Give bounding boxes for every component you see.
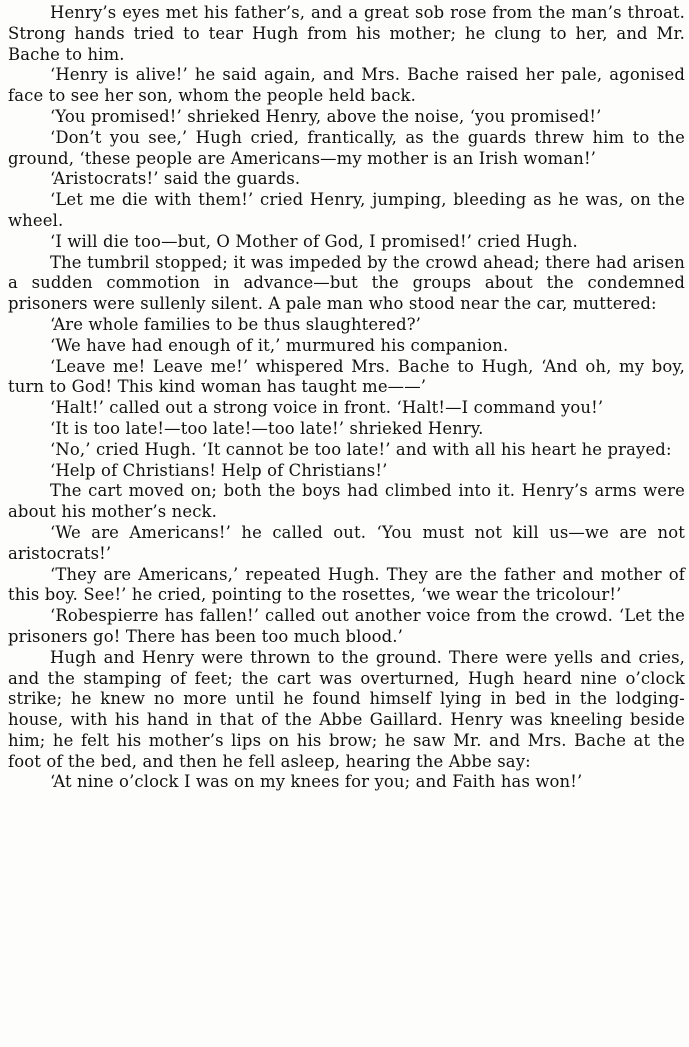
paragraph: Henry’s eyes met his father’s, and a great sob rose from the man’s throat. Strong hands tried to tear Hugh from his mother; he clung to her, and Mr. Bache to him. <box>8 3 685 64</box>
paragraph: ‘You promised!’ shrieked Henry, above the noise, ‘you promised!’ <box>50 106 602 126</box>
paragraph: Hugh and Henry were thrown to the ground. There were yells and cries, and the stamping of feet; the cart was overturned, Hugh heard nine o’clock strike; he knew no more until he found himself lying in bed in the lodging-house, with his hand in that of the Abbe Gaillard. Henry was kneeling beside him; he felt his mother’s lips on his brow; he saw Mr. and Mrs. Bache at the foot of the bed, and then he fell asleep, hearing the Abbe say: <box>8 647 685 771</box>
paragraph: ‘We have had enough of it,’ murmured his companion. <box>50 335 509 355</box>
story-text-column <box>8 3 685 793</box>
paragraph: ‘Robespierre has fallen!’ called out another voice from the crowd. ‘Let the prisoners go! There has been too much blood.’ <box>8 606 685 646</box>
paragraph: ‘Let me die with them!’ cried Henry, jumping, bleeding as he was, on the wheel. <box>8 190 685 230</box>
paragraph: ‘Don’t you see,’ Hugh cried, frantically, as the guards threw him to the ground, ‘these people are Americans—my mother is an Irish woman!’ <box>8 127 685 168</box>
paragraph: The cart moved on; both the boys had climbed into it. Henry’s arms were about his mother’s neck. <box>8 481 685 522</box>
paragraph: ‘It is too late!—too late!—too late!’ shrieked Henry. <box>50 418 484 438</box>
paragraph: The tumbril stopped; it was impeded by the crowd ahead; there had arisen a sudden commotion in advance—but the groups about the condemned prisoners were sullenly silent. A pale man who stood near the car, muttered: <box>8 252 685 314</box>
paragraph: ‘No,’ cried Hugh. ‘It cannot be too late!’ and with all his heart he prayed: <box>50 439 672 459</box>
paragraph: ‘Halt!’ called out a strong voice in front. ‘Halt!—I command you!’ <box>50 398 604 418</box>
paragraph: ‘Help of Christians! Help of Christians!’ <box>50 460 388 480</box>
paragraph: ‘Henry is alive!’ he said again, and Mrs. Bache raised her pale, agonised face to see her son, whom the people held back. <box>8 65 685 106</box>
paragraph: ‘I will die too—but, O Mother of God, I promised!’ cried Hugh. <box>50 231 578 251</box>
paragraph: ‘Aristocrats!’ said the guards. <box>50 169 301 189</box>
paragraph: ‘Leave me! Leave me!’ whispered Mrs. Bache to Hugh, ‘And oh, my boy, turn to God! This kind woman has taught me——’ <box>8 356 685 397</box>
paragraph: ‘Are whole families to be thus slaughtered?’ <box>50 314 422 334</box>
paragraph: ‘They are Americans,’ repeated Hugh. They are the father and mother of this boy. See!’ he cried, pointing to the rosettes, ‘we wear the tricolour!’ <box>8 564 685 605</box>
paragraph: ‘We are Americans!’ he called out. ‘You must not kill us—we are not aristocrats!’ <box>8 522 685 563</box>
paragraph: ‘At nine o’clock I was on my knees for you; and Faith has won!’ <box>50 772 583 792</box>
